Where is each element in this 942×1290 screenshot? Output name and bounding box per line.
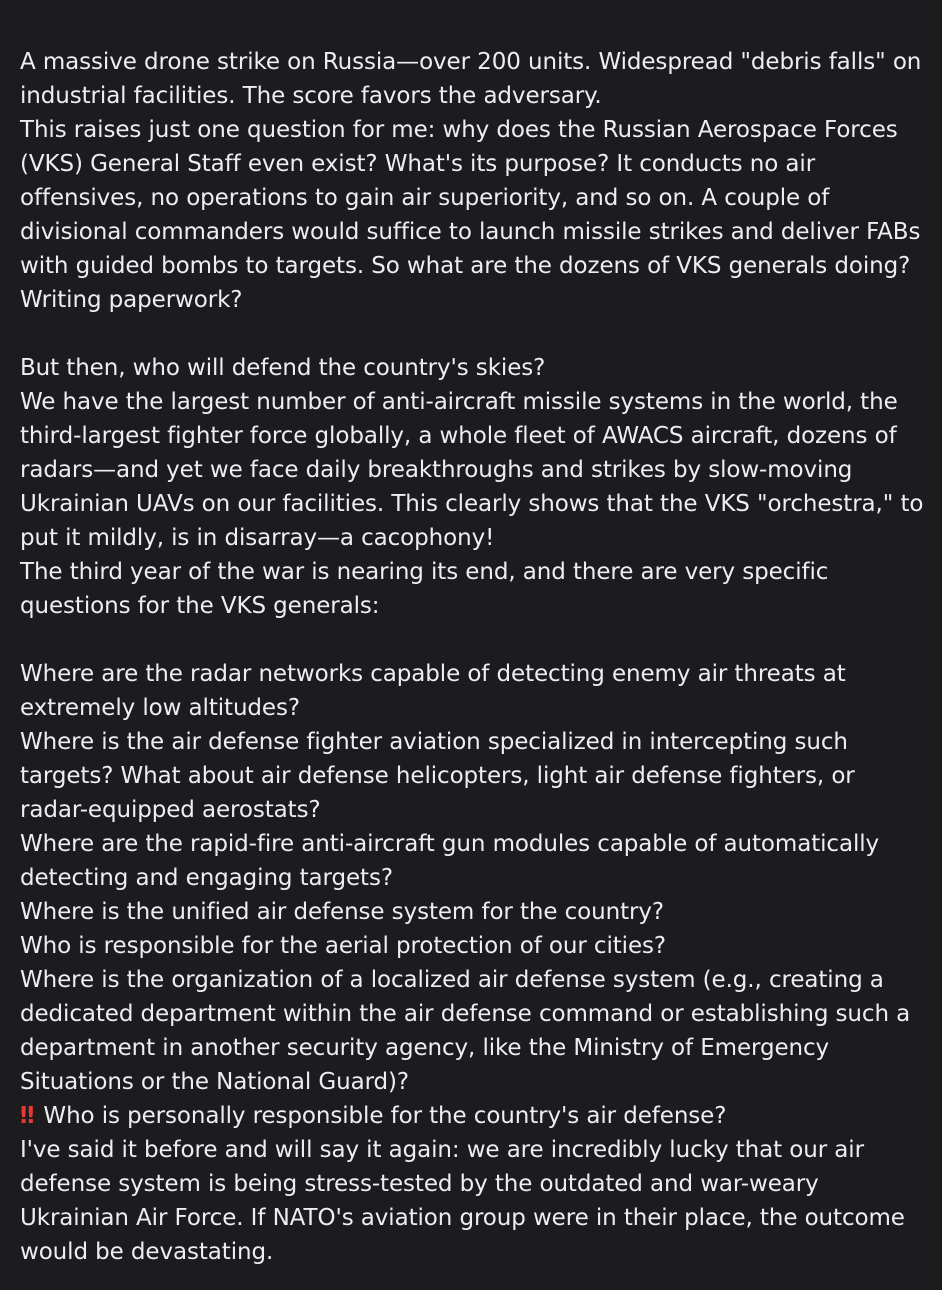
text-line: But then, who will defend the country's skies?	[20, 355, 546, 381]
text-line: The third year of the war is nearing its end, and there are very specific questions for the VKS generals:	[20, 559, 829, 619]
double-exclamation-icon: ‼	[20, 1103, 32, 1129]
text-line: Who is responsible for the aerial protection of our cities?	[20, 933, 667, 959]
text-line: Where is the unified air defense system for the country?	[20, 899, 665, 925]
warning-text: Who is personally responsible for the country's air defense?	[43, 1103, 727, 1129]
paragraph-gap	[20, 623, 925, 657]
text-line: Where are the rapid-fire anti-aircraft gun modules capable of automatically detecting and engaging targets?	[20, 831, 880, 891]
text-line: Where are the radar networks capable of detecting enemy air threats at extremely low altitudes?	[20, 661, 846, 721]
message-text	[20, 45, 925, 1269]
text-line: This raises just one question for me: why does the Russian Aerospace Forces (VKS) General Staff even exist? What's its purpose? It conducts no air offensives, no operations to gain air superiority, and so on. A couple of divisional commanders would suffice to launch missile strikes and deliver FABs with guided bombs to targets. So what are the dozens of VKS generals doing? Writing paperwork?	[20, 117, 921, 313]
text-line: A massive drone strike on Russia—over 200 units. Widespread "debris falls" on industrial facilities. The score favors the adversary.	[20, 49, 922, 109]
text-line: I've said it before and will say it again: we are incredibly lucky that our air defense system is being stress-tested by the outdated and war-weary Ukrainian Air Force. If NATO's aviation group were in their place, the outcome would be devastating.	[20, 1137, 905, 1265]
paragraph-gap	[20, 317, 925, 351]
text-line: Where is the organization of a localized air defense system (e.g., creating a dedicated department within the air defense command or establishing such a department in another security agency, like the Ministry of Emergency Situations or the National Guard)?	[20, 967, 911, 1095]
warning-line	[20, 1099, 925, 1133]
text-line: We have the largest number of anti-aircraft missile systems in the world, the third-largest fighter force globally, a whole fleet of AWACS aircraft, dozens of radars—and yet we face daily breakthroughs and strikes by slow-moving Ukrainian UAVs on our facilities. This clearly shows that the VKS "orchestra," to put it mildly, is in disarray—a cacophony!	[20, 389, 924, 551]
text-line: Where is the air defense fighter aviation specialized in intercepting such targets? What about air defense helicopters, light air defense fighters, or radar-equipped aerostats?	[20, 729, 855, 823]
